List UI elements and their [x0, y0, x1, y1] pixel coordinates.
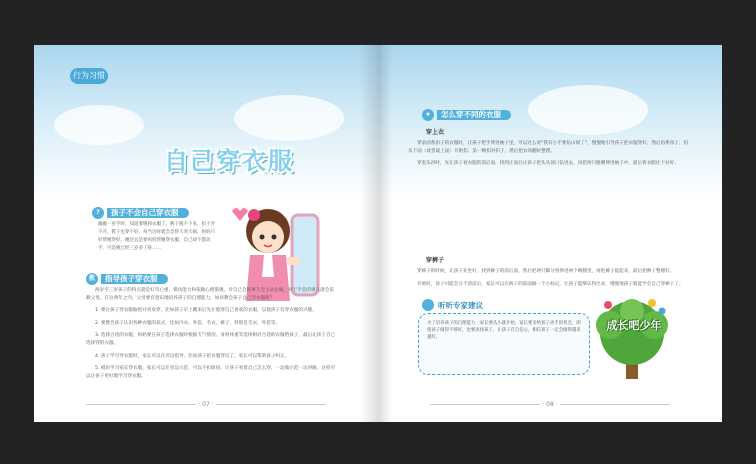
spine-shadow — [360, 45, 378, 422]
cloud-decoration — [54, 105, 144, 145]
question-icon: ? — [92, 207, 104, 219]
cloud-decoration — [234, 95, 344, 141]
advice-heading: 听听专家建议 — [422, 299, 483, 311]
advice-box: 为了培养孩子的自理能力，家长要从小就开始，家长要多给孩子动手的机会，即使孩子做得不够好，也要表扬孩子，让孩子有自信心，相信孩子一定会做得越来越好。 — [418, 313, 590, 375]
intro-text: 幽幽一岁半时，知道要脱掉衣服了。裤子脱不下来，扣子弄不开，鞋子也穿不好，每当这时就会急得大哭大闹，妈妈只好帮她穿好。她还总是要妈妈帮她穿衣服，自己却不愿动手，可是她已经三岁多了呀…… — [98, 222, 215, 251]
page-number: · 08 · — [378, 401, 722, 408]
section-title: 穿上衣 — [426, 129, 445, 136]
tree-title: 成长吧少年 — [606, 319, 662, 332]
paragraph: 2. 要教会孩子认识各种衣服的款式，比如内衣、外套、毛衣、裤子，特别是毛衣、外套等。 — [95, 320, 281, 326]
page-title: 自己穿衣服 — [164, 147, 294, 175]
left-body — [86, 287, 336, 385]
paragraph: 3. 选择合适的衣服，妈妈要在孩子选择衣服时根据天气情况、身材体重等选择相对合适的衣服给孩子，最后让孩子自己选择穿的衣服。 — [86, 333, 336, 346]
paragraph: 1. 要让孩子穿衣服愉悦并喜欢穿，比如孩子早上醒来后先让他穿自己喜欢的衣服，以使孩子有穿衣服的兴趣。 — [95, 308, 317, 314]
section-heading-2: 教 指导孩子穿衣服 — [86, 273, 168, 285]
page-number: · 07 · — [34, 401, 378, 408]
section-pants — [408, 255, 690, 293]
paragraph: 开始时，孩子可能会分不清前后，家长可以在裤子的前面做一个小标记，让孩子能够认得出来，慢慢地孩子就能学会自己穿裤子了。 — [417, 281, 684, 287]
expert-icon — [422, 299, 434, 311]
section-heading: ★ 怎么穿不同的衣服 — [422, 109, 511, 121]
section-shirt — [408, 127, 690, 173]
tree-illustration — [588, 297, 676, 383]
paragraph: 5. 模仿学习家长穿衣服，家长可以在旁边示范，可以不扣纽扣，让孩子看着自己怎么穿，一边做示范一边讲解，这样可以让孩子更好地学习穿衣服。 — [86, 366, 336, 379]
hint-icon: ★ — [422, 109, 434, 121]
paragraph: 4. 孩子学习穿衣服时，家长可以在旁边指导，比如孩子把衣服穿反了，家长可以帮助孩子纠正。 — [95, 353, 290, 359]
paragraph: 穿套头衫时，先让孩子看衣服的前后面，找到正面后让孩子把头从领口钻进去，再把两只胳膊伸进袖子中，最后将衣服往下拉好。 — [417, 161, 679, 167]
spine-shadow — [378, 45, 392, 422]
left-page — [34, 45, 378, 422]
teach-icon: 教 — [86, 273, 98, 285]
section-heading-1: ? 孩子不会自己穿衣服 — [92, 207, 189, 219]
category-badge: 行为习惯 — [70, 68, 108, 84]
paragraph: 穿前面系扣子的衣服时，让孩子把手伸进袖子里，可以这么说“我有小手要钻山洞了”，慢慢地引导孩子把衣服穿好，然后再系扣子，扣从下面（或者最上面）开始扣，第一颗扣对扣子，然后把衣领翻好整理。 — [408, 141, 689, 154]
section-title: 穿裤子 — [426, 257, 445, 264]
paragraph: 穿裤子的时候，让孩子先坐好，找到裤子的前后面，然后把两只脚分别伸进两个裤腿里，再把裤子提起来，最后把裤子整理好。 — [417, 269, 675, 274]
paragraph: 两岁至三岁孩子的特点就是好奇心重，模仿能力和依赖心理都强。对自己会的事儿会主动去做，对于不会的事儿就会依赖父母。在这两年之内，父母要有意识地培养孩子的自理能力，如何教会孩子自己穿衣服呢？ — [86, 288, 334, 301]
right-page — [378, 45, 722, 422]
